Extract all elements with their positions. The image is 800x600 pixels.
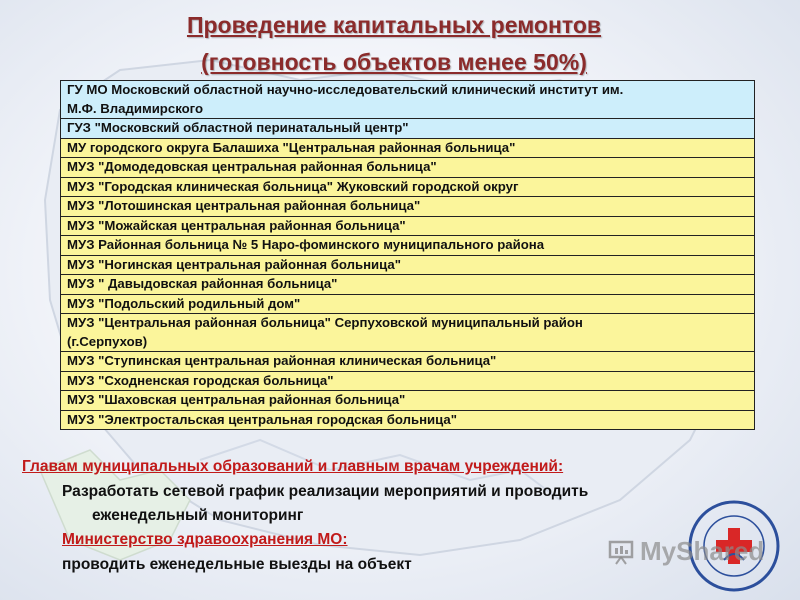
table-row: [61, 294, 755, 314]
table-row: [61, 410, 755, 430]
facility-cell: [61, 119, 755, 139]
facility-name-line: МУЗ "Можайская центральная районная больница": [67, 217, 406, 233]
instruction-text-line1: Разработать сетевой график реализации мероприятий и проводить: [62, 483, 589, 500]
facility-cell: [61, 216, 755, 236]
facility-name-line: МУЗ "Электростальская центральная городская больница": [67, 411, 458, 427]
facility-cell: [61, 177, 755, 197]
table-row: [61, 119, 755, 139]
page-title-line2: (готовность объектов менее 50%): [201, 49, 587, 75]
facility-cell: [61, 352, 755, 372]
presentation-board-icon: [608, 539, 634, 565]
table-row: [61, 236, 755, 256]
table-row: [61, 138, 755, 158]
facility-cell: [61, 314, 755, 352]
facility-name-line: МУЗ "Центральная районная больница" Серпуховской муниципальный район: [67, 315, 583, 330]
table-row: [61, 197, 755, 217]
facility-name-line: МУЗ "Ногинская центральная районная больница": [67, 256, 401, 272]
facility-cell: [61, 138, 755, 158]
facility-cell: [61, 371, 755, 391]
facility-name-line: МУЗ Районная больница № 5 Наро-фоминского муниципального района: [67, 237, 545, 252]
facility-cell: [61, 294, 755, 314]
facility-cell: [61, 275, 755, 295]
facility-cell: [61, 158, 755, 178]
instruction-text-line2: еженедельный мониторинг: [92, 507, 304, 524]
table-row: [61, 255, 755, 275]
watermark: [608, 536, 764, 567]
table-row: [61, 391, 755, 411]
facility-name-line: ГУ МО Московский областной научно-исследовательский клинический институт им.: [67, 82, 624, 97]
facility-cell: [61, 391, 755, 411]
watermark-text: MyShared: [640, 536, 765, 566]
facility-name-line: МУЗ "Домодедовская центральная районная больница": [67, 159, 437, 174]
table-row: [61, 81, 755, 119]
facility-name-line: МУ городского округа Балашиха "Центральная районная больница": [67, 139, 516, 155]
facility-cell: [61, 255, 755, 275]
facility-name-line: ГУЗ "Московский областной перинатальный центр": [67, 120, 409, 135]
table-row: [61, 352, 755, 372]
facility-name-line: М.Ф. Владимирского: [67, 100, 204, 116]
facility-name-line: МУЗ "Сходненская городская больница": [67, 372, 334, 388]
table-row: [61, 314, 755, 352]
table-row: [61, 371, 755, 391]
facility-name-line: МУЗ "Подольский родильный дом": [67, 295, 301, 311]
facility-name-line: (г.Серпухов): [67, 333, 148, 349]
instruction-heading-ministry: Министерство здравоохранения МО:: [62, 531, 348, 548]
facility-table: [60, 80, 755, 430]
facility-name-line: МУЗ "Лотошинская центральная районная больница": [67, 198, 421, 213]
facility-name-line: МУЗ "Городская клиническая больница" Жуковский городской округ: [67, 178, 519, 194]
table-row: [61, 216, 755, 236]
instruction-text-ministry: проводить еженедельные выезды на объект: [62, 556, 412, 573]
facility-cell: [61, 81, 755, 119]
table-row: [61, 275, 755, 295]
facility-cell: [61, 197, 755, 217]
table-row: [61, 158, 755, 178]
facility-cell: [61, 410, 755, 430]
facility-name-line: МУЗ "Шаховская центральная районная больница": [67, 392, 406, 407]
facility-cell: [61, 236, 755, 256]
page-title-line1: Проведение капитальных ремонтов: [186, 12, 602, 38]
facility-name-line: МУЗ " Давыдовская районная больница": [67, 276, 338, 291]
table-row: [61, 177, 755, 197]
facility-name-line: МУЗ "Ступинская центральная районная клиническая больница": [67, 353, 497, 368]
instruction-heading-municipal: Главам муниципальных образований и главным врачам учреждений:: [22, 458, 564, 475]
